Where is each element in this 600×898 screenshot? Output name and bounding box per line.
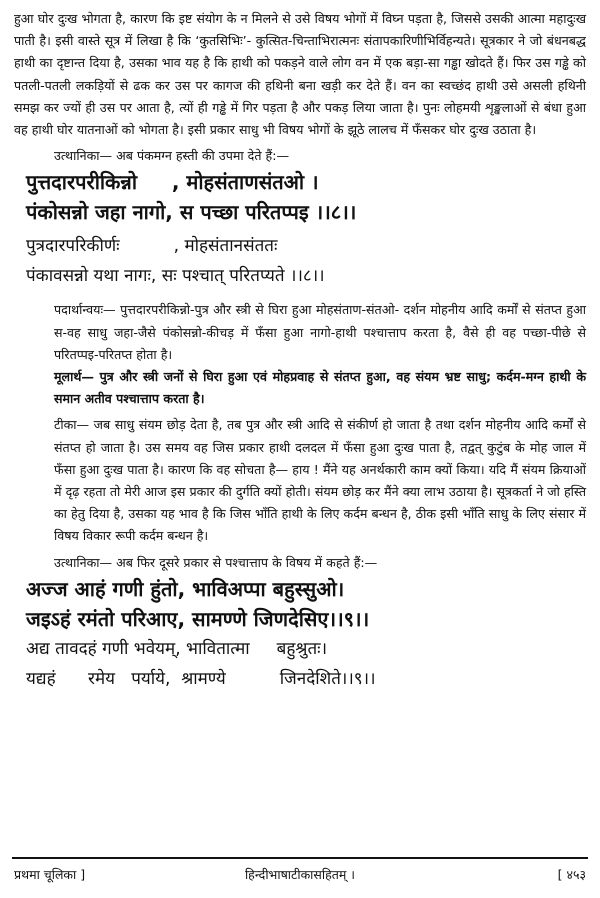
utthanika-1: उत्थानिका— अब पंकमग्न हस्ती की उपमा देते हैं:— xyxy=(54,148,290,164)
prakrit-verse-8-line-2: पंकोसन्नो जहा नागो, स पच्छा परितप्पइ ।।८।। xyxy=(26,200,357,225)
intro-paragraph: हुआ घोर दुःख भोगता है, कारण कि इष्ट संयोग के न मिलने से उसे विषय भोगों में विघ्न पड़ता है, जिससे उसकी आत्मा महादुःख पाती है। इसी वास्ते सूत्र में लिखा है कि ‘कुतसिभिः’- कुत्सित-चिन्ताभिरात्मनः संतापकारिणीभिर्विहन्यते। सूत्रकार ने जो बंधनबद्ध हाथी का दृष्टान्त दिया है, उसका भाव यह है कि हाथी को पकड़ने वाले लोग वन में एक बड़ा-सा गड्ढा खोदते हैं। फिर उस गड्ढे को पतली-पतली लकड़ियों से ढक कर उस पर कागज की हथिनी बना खड़ी कर देते हैं। वन का स्वच्छंद हाथी उसे असली हथिनी समझ कर ज्यों ही उस पर आता है, त्यों ही गड्ढे में गिर पड़ता है और पकड़ लिया जाता है। पुनः लोहमयी शृङ्खलाओं से बंधा हुआ वह हाथी घोर यातनाओं को भोगता है। इसी प्रकार साधु भी विषय भोगों के झूठे लालच में फँसकर घोर दुःख उठाता है। xyxy=(14,11,586,138)
tika-paragraph: टीका— जब साधु संयम छोड़ देता है, तब पुत्र और स्त्री आदि से संकीर्ण हो जाता है तथा दर्शन मोहनीय आदि कर्मों से संतप्त हो जाता है। उस समय वह जिस प्रकार हाथी दलदल में फँसा हुआ दुःख पाता है, तद्वत् कुटुंब के मोह जाल में फँसा हुआ दुःख पाता है। कारण कि वह सोचता है— हाय ! मैंने यह अनर्थकारी काम क्यों किया। यदि मैं संयम क्रियाओं में दृढ़ रहता तो मेरी आज इस प्रकार की दुर्गति क्यों होती। संयम छोड़ कर मैंने क्या लाभ उठाया है। सूत्रकर्ता ने जो हस्ति का हेतु दिया है, उसका यह भाव है कि जिस भाँति हाथी के लिए कर्दम बन्धन है, ठीक इसी भाँति साधु के लिए संसार में विषय विकार रूपी कर्दम बन्धन है। xyxy=(54,417,586,544)
footer-chapter: प्रथमा चूलिका ] xyxy=(14,867,86,882)
utthanika-2: उत्थानिका— अब फिर दूसरे प्रकार से पश्चात्ताप के विषय में कहते हैं:— xyxy=(54,554,378,570)
sanskrit-verse-9-line-1: अद्य तावदहं गणी भवेयम्, भावितात्मा बहुश्रुतः। xyxy=(26,638,328,659)
footer-rule xyxy=(12,857,588,859)
prakrit-verse-9-line-1: अज्ज आहं गणी हुंतो, भाविअप्पा बहुस्सुओ। xyxy=(26,576,345,601)
page-footer xyxy=(14,866,586,883)
prakrit-verse-8-line-1: पुत्तदारपरीकिन्नो , मोहसंताणसंतओ । xyxy=(26,170,319,195)
padartha-paragraph: पदार्थान्वयः— पुत्तदारपरीकिन्नो-पुत्र और स्त्री से घिरा हुआ मोहसंताण-संतओ- दर्शन मोहनीय आदि कर्मों से संतप्त हुआ स-वह साधु जहा-जैसे पंकोसन्नो-कीचड़ में फँसा हुआ नागो-हाथी पश्चात्ताप करता है, वैसे ही वह पच्छा-पीछे से परितप्पइ-परितप्त होता है। xyxy=(54,302,586,362)
page-number: [ ४५३ xyxy=(557,867,586,882)
prakrit-verse-9-line-2: जइऽहं रमंतो परिआए, सामण्णे जिणदेसिए।।९।। xyxy=(26,606,370,631)
sanskrit-verse-8-line-1: पुत्रदारपरिकीर्णः , मोहसंतानसंततः xyxy=(26,236,278,257)
sanskrit-verse-9-line-2: यद्यहं रमेय पर्याये, श्रामण्ये जिनदेशिते।।९।। xyxy=(26,668,376,689)
sanskrit-verse-8-line-2: पंकावसन्नो यथा नागः, सः पश्चात् परितप्यते ।।८।। xyxy=(26,266,325,287)
footer-title: हिन्दीभाषाटीकासहितम् । xyxy=(244,867,356,882)
moolartha-paragraph: मूलार्थ— पुत्र और स्त्री जनों से घिरा हुआ एवं मोहप्रवाह से संतप्त हुआ, वह संयम भ्रष्ट साधु; कर्दम-मग्न हाथी के समान अतीव पश्चात्ताप करता है। xyxy=(54,369,586,407)
